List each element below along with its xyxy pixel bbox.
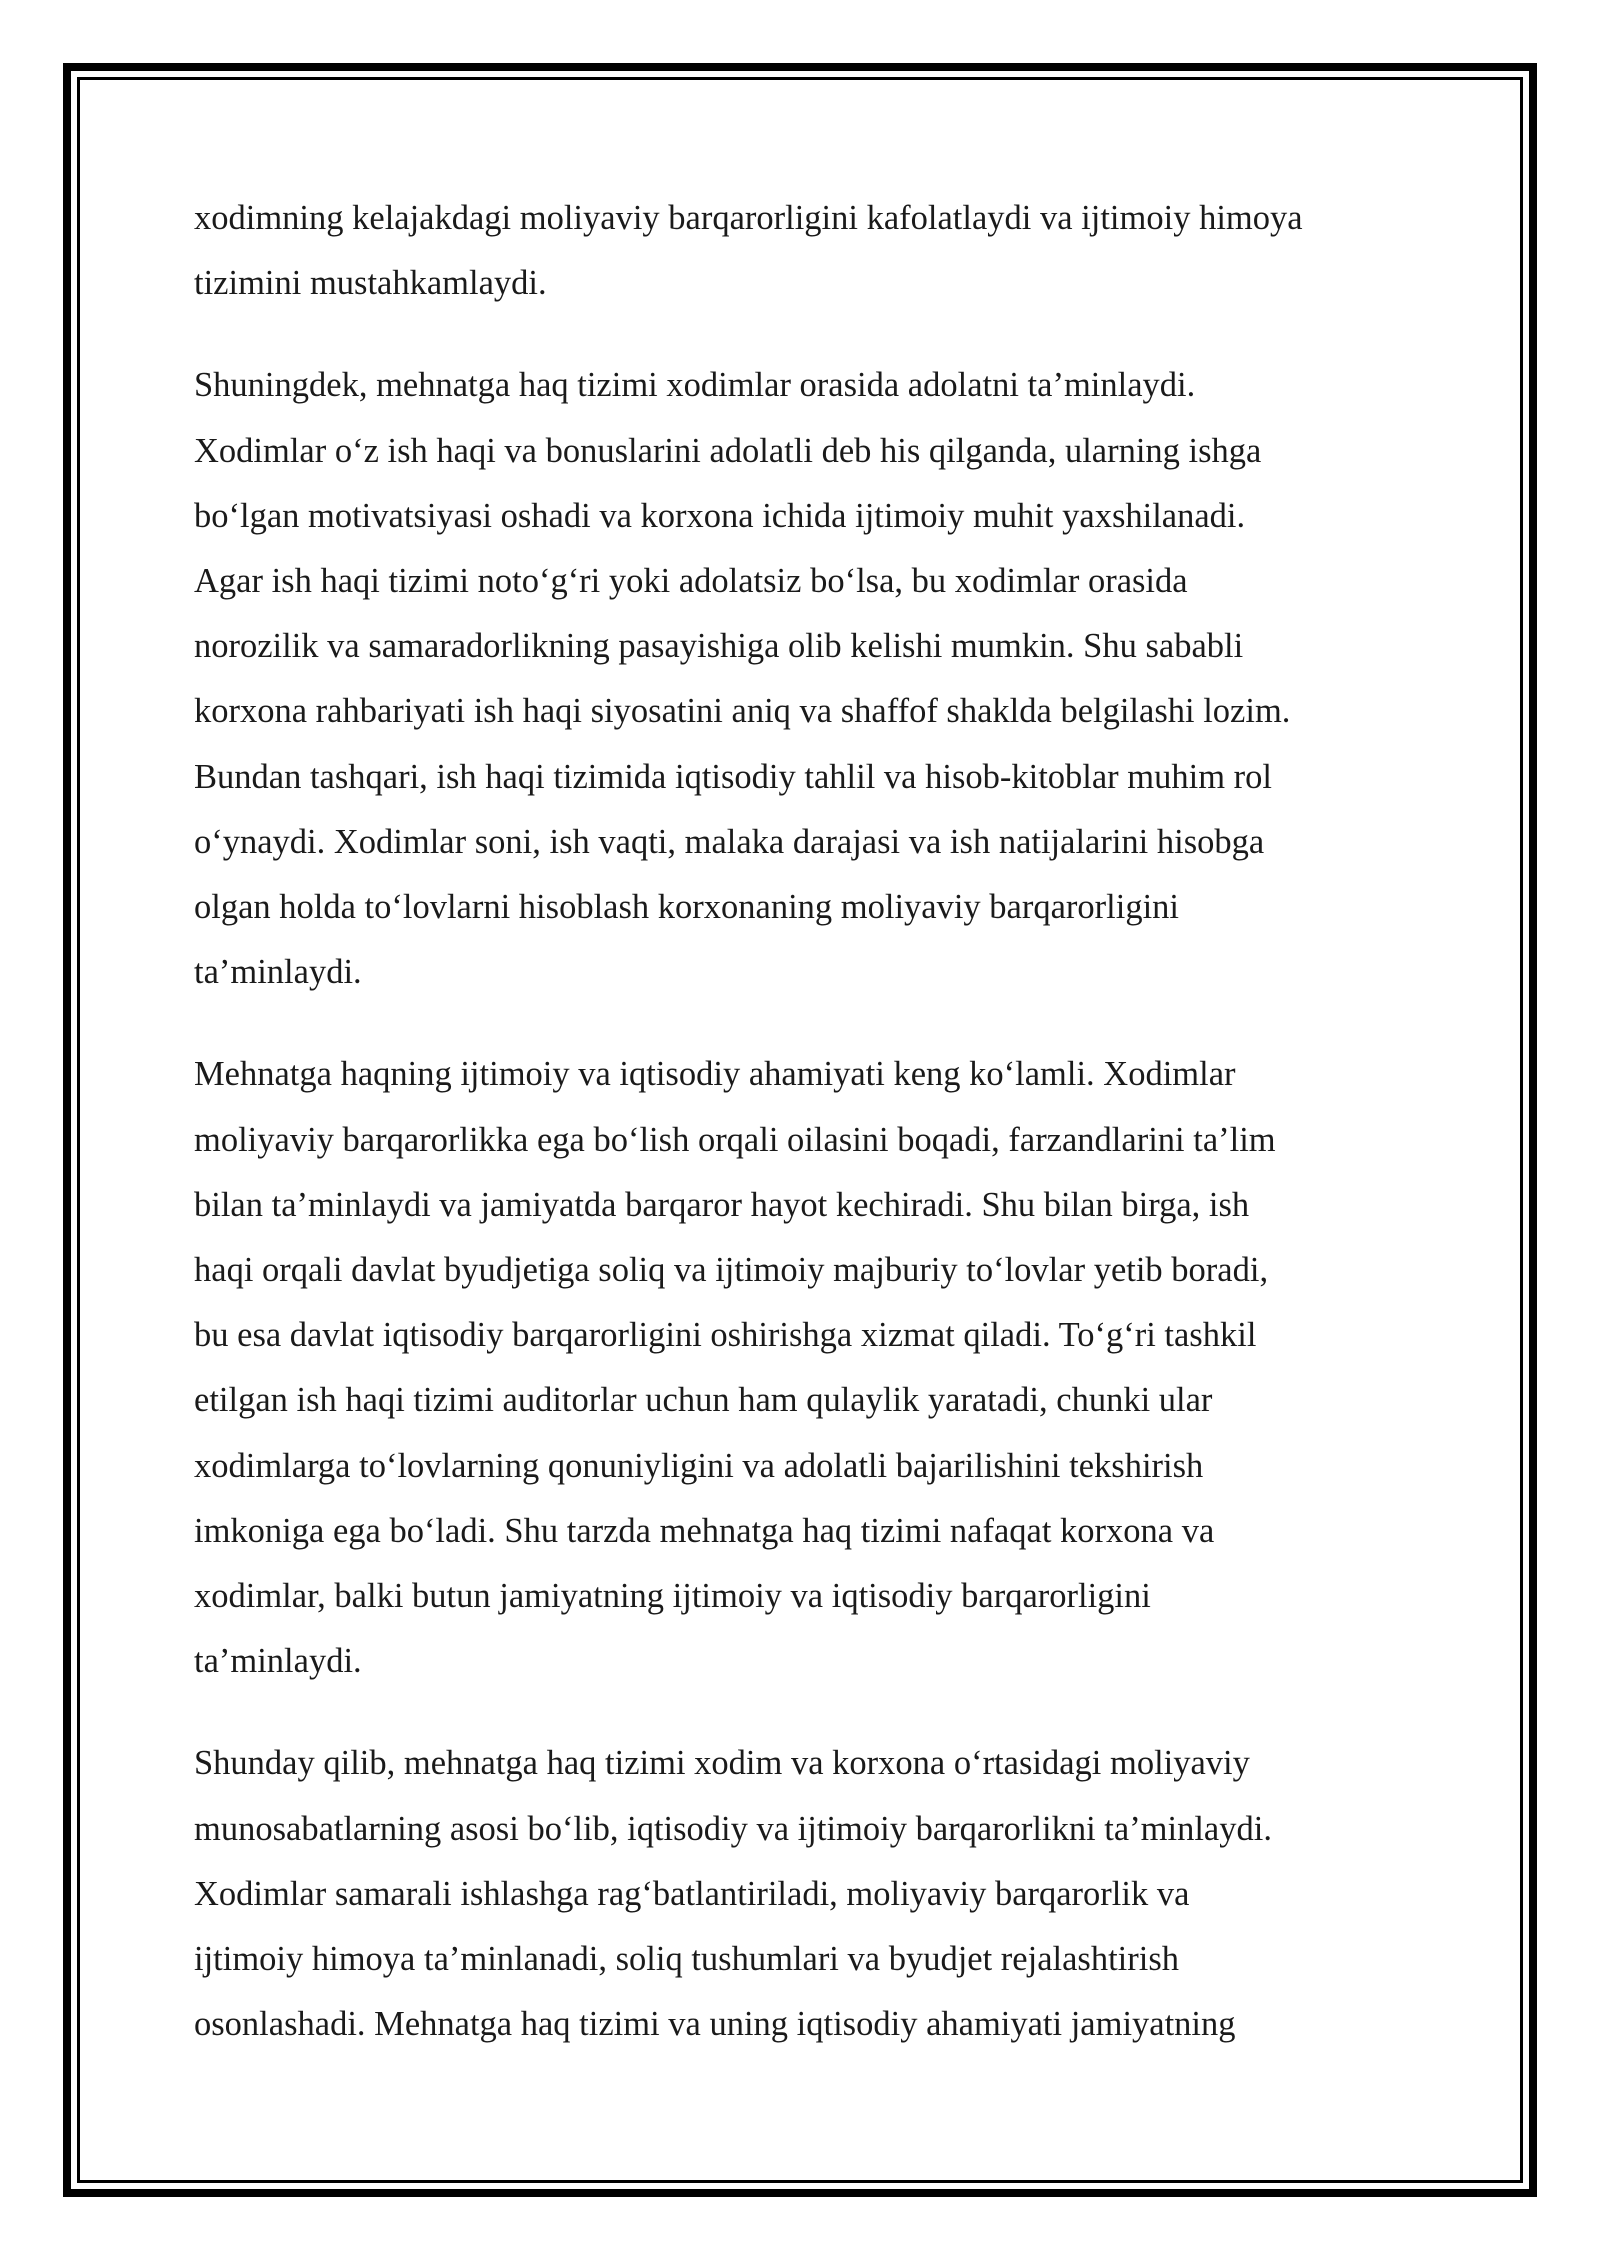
text-line: norozilik va samaradorlikning pasayishiga olib kelishi mumkin. Shu sababli [194,627,1244,666]
text-line: bilan ta’minlaydi va jamiyatda barqaror hayot kechiradi. Shu bilan birga, ish [194,1185,1250,1224]
paragraph [194,1042,1424,1694]
text-line: Mehnatga haqning ijtimoiy va iqtisodiy ahamiyati keng ko‘lamli. Xodimlar [194,1055,1236,1094]
text-line: ta’minlaydi. [194,1642,362,1681]
text-line: Xodimlar samarali ishlashga rag‘batlantiriladi, moliyaviy barqarorlik va [194,1874,1190,1913]
text-line: Shunday qilib, mehnatga haq tizimi xodim va korxona o‘rtasidagi moliyaviy [194,1744,1250,1783]
document-body [194,186,1424,2094]
text-line: xodimning kelajakdagi moliyaviy barqarorligini kafolatlaydi va ijtimoiy himoya [194,199,1303,237]
text-line: ijtimoiy himoya ta’minlanadi, soliq tushumlari va byudjet rejalashtirish [194,1940,1180,1979]
text-line: Bundan tashqari, ish haqi tizimida iqtisodiy tahlil va hisob-kitoblar muhim rol [194,757,1272,796]
text-line: xodimlarga to‘lovlarning qonuniyligini va adolatli bajarilishini tekshirish [194,1446,1204,1485]
text-line: munosabatlarning asosi bo‘lib, iqtisodiy va ijtimoiy barqarorlikni ta’minlaydi. [194,1809,1272,1848]
text-line: tizimini mustahkamlaydi. [194,264,547,303]
text-line: osonlashadi. Mehnatga haq tizimi va uning iqtisodiy ahamiyati jamiyatning [194,2005,1236,2044]
text-line: Xodimlar o‘z ish haqi va bonuslarini adolatli deb his qilganda, ularning ishga [194,431,1262,470]
paragraph [194,186,1424,316]
text-line: haqi orqali davlat byudjetiga soliq va ijtimoiy majburiy to‘lovlar yetib boradi, [194,1251,1269,1290]
text-line: bu esa davlat iqtisodiy barqarorligini oshirishga xizmat qiladi. To‘g‘ri tashkil [194,1316,1257,1355]
text-line: Shuningdek, mehnatga haq tizimi xodimlar orasida adolatni ta’minlaydi. [194,366,1196,405]
text-line: ta’minlaydi. [194,953,362,992]
paragraph [194,1731,1424,2057]
text-line: o‘ynaydi. Xodimlar soni, ish vaqti, malaka darajasi va ish natijalarini hisobga [194,822,1265,861]
text-line: korxona rahbariyati ish haqi siyosatini aniq va shaffof shaklda belgilashi lozim. [194,692,1291,731]
text-line: moliyaviy barqarorlikka ega bo‘lish orqali oilasini boqadi, farzandlarini ta’lim [194,1120,1276,1159]
text-line: bo‘lgan motivatsiyasi oshadi va korxona ichida ijtimoiy muhit yaxshilanadi. [194,496,1246,535]
text-line: Agar ish haqi tizimi noto‘g‘ri yoki adolatsiz bo‘lsa, bu xodimlar orasida [194,562,1188,601]
paragraph [194,353,1424,1005]
text-line: olgan holda to‘lovlarni hisoblash korxonaning moliyaviy barqarorligini [194,888,1179,927]
text-line: xodimlar, balki butun jamiyatning ijtimoiy va iqtisodiy barqarorligini [194,1577,1151,1616]
text-line: etilgan ish haqi tizimi auditorlar uchun ham qulaylik yaratadi, chunki ular [194,1381,1213,1420]
text-line: imkoniga ega bo‘ladi. Shu tarzda mehnatga haq tizimi nafaqat korxona va [194,1511,1215,1550]
